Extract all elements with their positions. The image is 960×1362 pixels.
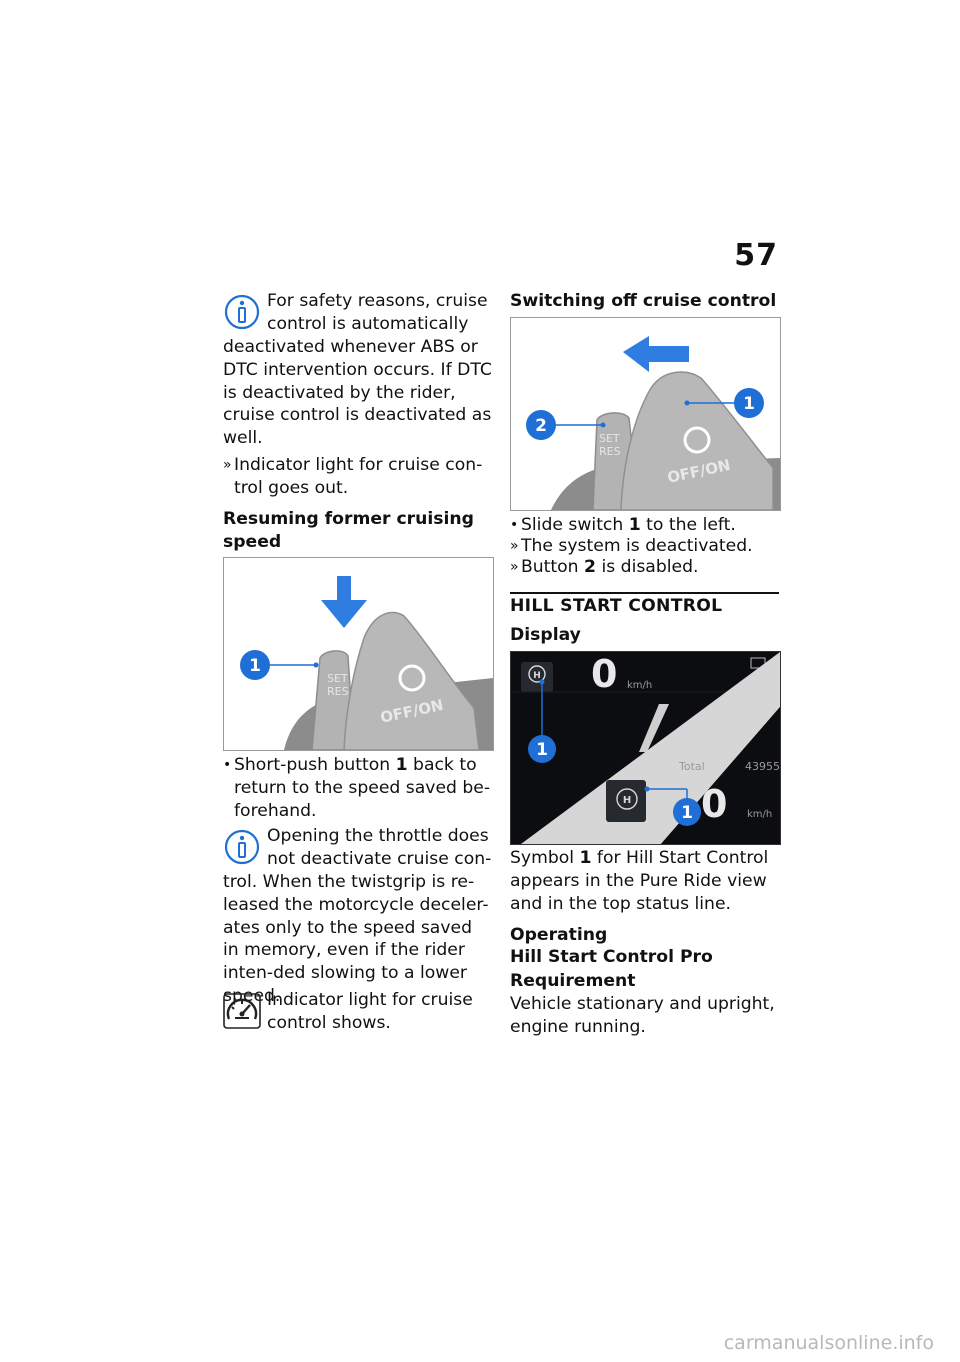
desc-text-pre: Symbol	[510, 848, 580, 868]
step-text-post: back to return to the speed saved be-forehand.	[234, 755, 491, 821]
unit-top: km/h	[627, 680, 653, 691]
watermark: carmanualsonline.info	[723, 1332, 934, 1354]
note-line: Opening the throttle does	[267, 826, 489, 846]
section-title-hill-start: HILL START CONTROL	[510, 596, 723, 616]
res-label: RES	[599, 445, 621, 458]
res-label: RES	[327, 685, 349, 698]
requirement-text: Vehicle stationary and upright, engine running.	[510, 994, 775, 1037]
set-label: SET	[599, 432, 620, 445]
heading-resume: Resuming former cruising speed	[223, 509, 474, 552]
step-text-post: to the left.	[640, 515, 736, 535]
unit-bottom: km/h	[747, 809, 773, 820]
indicator-shows-text: Indicator light for cruise control shows.	[267, 990, 473, 1033]
step-text-pre: Slide switch	[521, 515, 629, 535]
result-indicator-off	[223, 454, 493, 500]
speed-bottom: 0	[701, 782, 728, 826]
result-arrow-icon: »	[510, 559, 519, 575]
result-text: The system is deactivated.	[521, 536, 753, 556]
result-text-post: is disabled.	[596, 557, 699, 577]
bullet-icon: •	[223, 757, 232, 773]
callout-1: 1	[249, 656, 261, 676]
h-symbol-bottom: H	[622, 795, 632, 806]
display-description	[510, 847, 780, 915]
callout-2: 2	[535, 416, 547, 436]
figure-switching-off	[510, 317, 781, 511]
step-slide-switch	[510, 514, 780, 537]
step-text	[234, 754, 493, 822]
heading-operating: Operating	[510, 925, 608, 945]
note-throttle-first-lines	[267, 825, 493, 871]
offon-label: OFF/ON	[665, 455, 733, 487]
bullet-icon: •	[510, 517, 519, 533]
set-label: SET	[327, 672, 348, 685]
step-number: 1	[628, 515, 641, 535]
callout-1-top: 1	[536, 740, 548, 760]
desc-text-post: for Hill Start Control appears in the Pure Ride view and in the top status line.	[510, 848, 769, 914]
result-deactivated	[510, 535, 780, 558]
note-line: For safety reasons, cruise	[267, 291, 488, 311]
step-text	[521, 514, 736, 537]
result-text	[521, 556, 698, 579]
total-label: Total	[679, 760, 705, 773]
figure-dashboard-display	[510, 651, 781, 845]
note-safety-first-lines	[267, 290, 493, 336]
page-number: 57	[734, 238, 778, 273]
heading-switching-off: Switching off cruise control	[510, 291, 777, 311]
cruise-control-indicator-icon	[223, 991, 261, 1031]
result-number: 2	[584, 557, 597, 577]
heading-hill-start-pro: Hill Start Control Pro	[510, 947, 713, 967]
note-throttle-body: trol. When the twistgrip is re-leased the motorcycle deceler-ates only to the speed saved in memory, even if the rider inten-ded slowing to a lower speed.	[223, 872, 489, 1006]
step-short-push	[223, 754, 493, 822]
step-number: 1	[395, 755, 408, 775]
total-value: 43955	[745, 760, 780, 773]
heading-display: Display	[510, 625, 581, 645]
desc-number: 1	[579, 848, 592, 868]
result-arrow-icon: »	[510, 538, 519, 554]
offon-label: OFF/ON	[378, 695, 446, 727]
callout-1-bottom: 1	[681, 803, 693, 823]
info-icon	[223, 292, 261, 332]
speed-top: 0	[591, 652, 618, 696]
figure-resume-button	[223, 557, 494, 751]
note-line: not deactivate cruise con-	[267, 848, 492, 869]
note-safety-body: deactivated whenever ABS or DTC intervention occurs. If DTC is deactivated by the rider, cruise control is deactivated as well.	[223, 337, 492, 449]
step-text-pre: Short-push button	[234, 755, 396, 775]
heading-requirement: Requirement	[510, 971, 636, 991]
callout-1: 1	[743, 394, 755, 414]
result-button-disabled	[510, 556, 780, 579]
info-icon	[223, 827, 261, 867]
note-line: control is automatically	[267, 313, 469, 334]
result-text: Indicator light for cruise con-trol goes out.	[234, 455, 483, 498]
section-divider	[510, 592, 779, 594]
result-arrow-icon: »	[223, 457, 232, 473]
result-text-pre: Button	[521, 557, 585, 577]
h-symbol-top: H	[533, 671, 541, 681]
